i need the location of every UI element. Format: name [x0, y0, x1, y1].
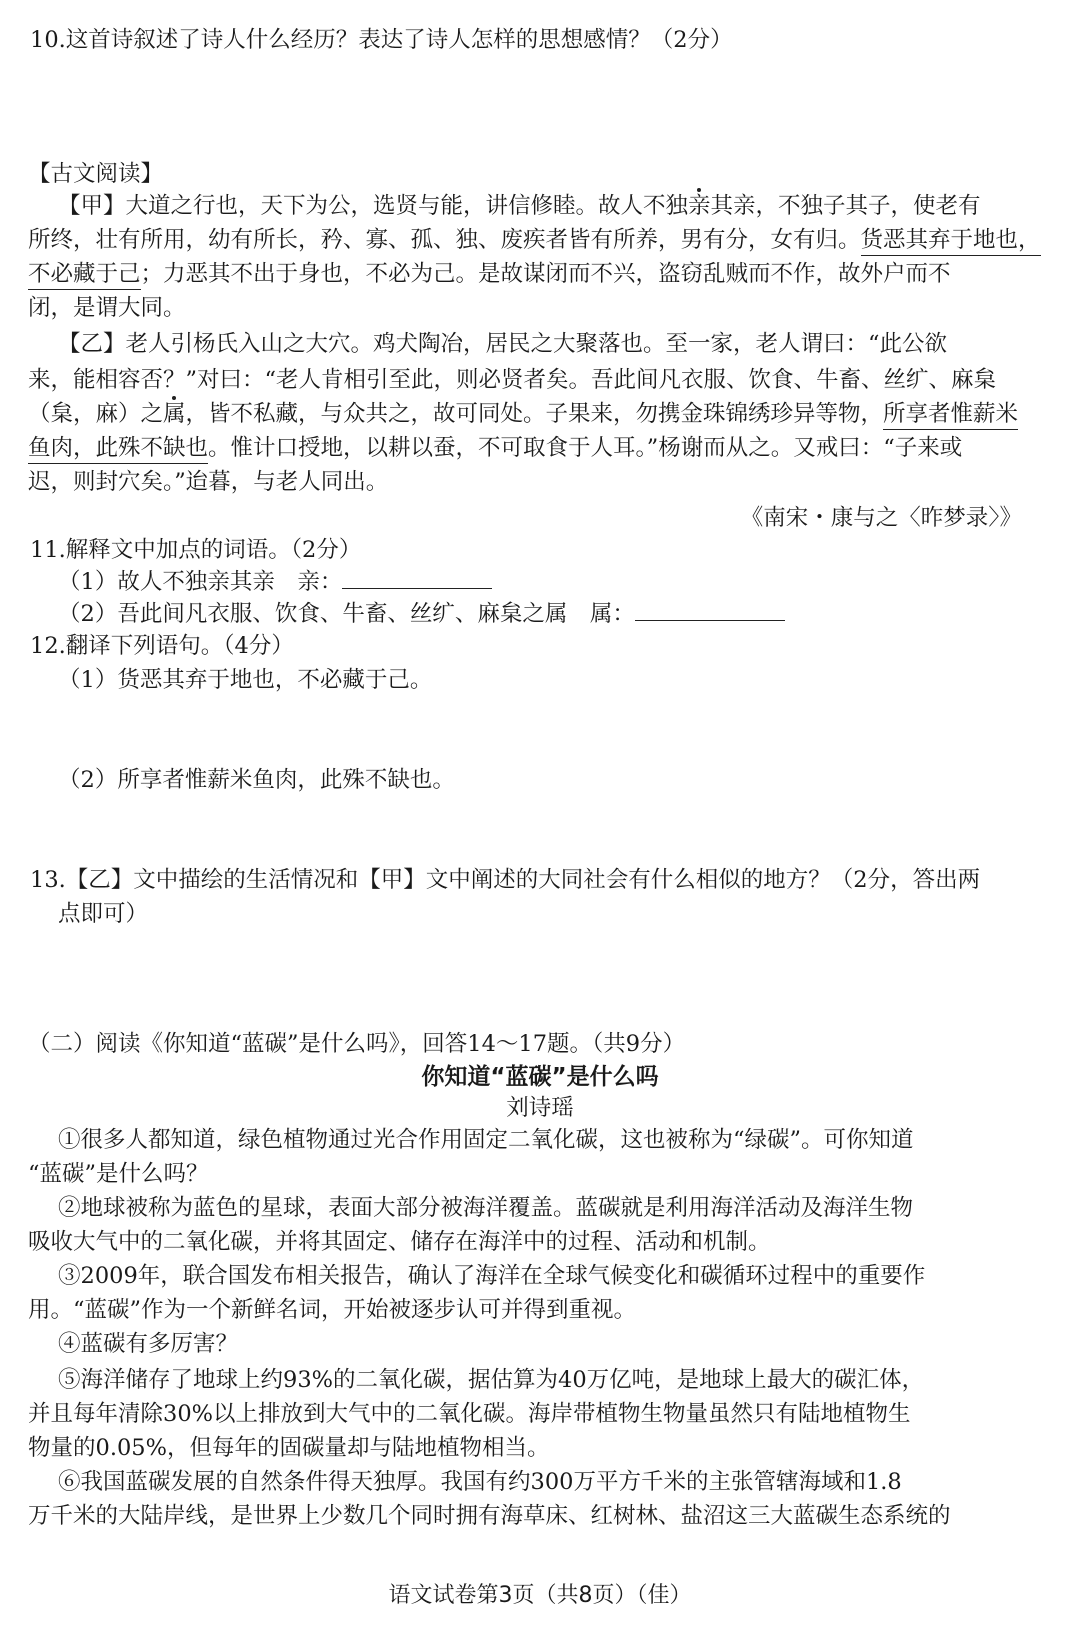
yi-line-5: 迟，则封穴矣。”迨暮，与老人同出。: [28, 469, 389, 495]
dotted-char-qin: 亲: [688, 193, 711, 219]
question-12-item-2: （2）所享者惟薪米鱼肉，此殊不缺也。: [58, 767, 455, 793]
dotted-char-shu: 属: [163, 401, 186, 427]
para-4: ④蓝碳有多厉害？: [58, 1331, 239, 1357]
part2-intro: （二）阅读《你知道“蓝碳”是什么吗》，回答14～17题。（共9分）: [28, 1031, 686, 1057]
jia-line-2: 所终，壮有所用，幼有所长，矜、寡、孤、独、废疾者皆有所养，男有分，女有归。货恶其弃于地也，: [28, 222, 1041, 254]
para-5-line-2: 并且每年清除30%以上排放到大气中的二氧化碳。海岸带植物生物量虽然只有陆地植物生: [28, 1401, 911, 1427]
question-12-stem: 12.翻译下列语句。（4分）: [30, 633, 294, 659]
question-11-item-1: （1）故人不独亲其亲 亲：: [58, 564, 492, 596]
answer-blank[interactable]: [342, 566, 492, 590]
source-citation: 《南宋・康与之〈昨梦录〉》: [740, 505, 1022, 531]
yi-line-3: （枲，麻）之属，皆不私藏，与众共之，故可同处。子果来，勿携金珠锦绣珍异等物，所享者惟薪米: [28, 396, 1018, 428]
article-title: 你知道“蓝碳”是什么吗: [421, 1064, 659, 1090]
question-11-item-2: （2）吾此间凡衣服、饮食、牛畜、丝纩、麻枲之属 属：: [58, 596, 785, 628]
question-11-stem: 11.解释文中加点的词语。（2分）: [30, 537, 362, 563]
page-footer: 语文试卷第3页（共8页）（佳）: [388, 1583, 692, 1608]
underlined-sentence: 货恶其弃于地也，: [861, 227, 1041, 256]
jia-line-3: 不必藏于己；力恶其不出于身也，不必为己。是故谋闭而不兴，盗窃乱贼而不作，故外户而不: [28, 256, 951, 288]
para-5-line-3: 物量的0.05%，但每年的固碳量却与陆地植物相当。: [28, 1435, 550, 1461]
para-6-line-1: ⑥我国蓝碳发展的自然条件得天独厚。我国有约300万平方千米的主张管辖海域和1.8: [58, 1469, 902, 1495]
para-2-line-1: ②地球被称为蓝色的星球，表面大部分被海洋覆盖。蓝碳就是利用海洋活动及海洋生物: [58, 1195, 914, 1221]
yi-line-1: 【乙】老人引杨氏入山之大穴。鸡犬陶冶，居民之大聚落也。至一家，老人谓曰：“此公欲: [58, 331, 948, 357]
article-author: 刘诗瑶: [506, 1095, 574, 1121]
question-10: 10.这首诗叙述了诗人什么经历？表达了诗人怎样的思想感情？（2分）: [30, 27, 733, 53]
question-13-line-2: 点即可）: [58, 901, 149, 927]
para-5-line-1: ⑤海洋储存了地球上约93%的二氧化碳，据估算为40万亿吨，是地球上最大的碳汇体，: [58, 1367, 925, 1393]
question-13-line-1: 13.【乙】文中描绘的生活情况和【甲】文中阐述的大同社会有什么相似的地方？（2分，答出两: [30, 867, 981, 893]
jia-line-1: 【甲】大道之行也，天下为公，选贤与能，讲信修睦。故人不独亲其亲，不独子其子，使老有: [58, 193, 981, 219]
jia-line-4: 闭，是谓大同。: [28, 295, 186, 321]
para-2-line-2: 吸收大气中的二氧化碳，并将其固定、储存在海洋中的过程、活动和机制。: [28, 1229, 771, 1255]
question-12-item-1: （1）货恶其弃于地也，不必藏于己。: [58, 667, 433, 693]
yi-line-2: 来，能相容否？”对曰：“老人肯相引至此，则必贤者矣。吾此间凡衣服、饮食、牛畜、丝纩、麻枲: [28, 367, 997, 393]
answer-blank[interactable]: [635, 598, 785, 622]
para-3-line-1: ③2009年，联合国发布相关报告，确认了海洋在全球气候变化和碳循环过程中的重要作: [58, 1263, 926, 1289]
para-1-line-1: ①很多人都知道，绿色植物通过光合作用固定二氧化碳，这也被称为“绿碳”。可你知道: [58, 1127, 914, 1153]
yi-line-4: 鱼肉，此殊不缺也。惟计口授地，以耕以蚕，不可取食于人耳。”杨谢而从之。又戒曰：“子来或: [28, 430, 962, 462]
section-heading: 【古文阅读】: [28, 161, 164, 187]
para-1-line-2: “蓝碳”是什么吗？: [28, 1161, 209, 1187]
para-3-line-2: 用。“蓝碳”作为一个新鲜名词，开始被逐步认可并得到重视。: [28, 1297, 637, 1323]
para-6-line-2: 万千米的大陆岸线，是世界上少数几个同时拥有海草床、红树林、盐沼这三大蓝碳生态系统的: [28, 1503, 951, 1529]
